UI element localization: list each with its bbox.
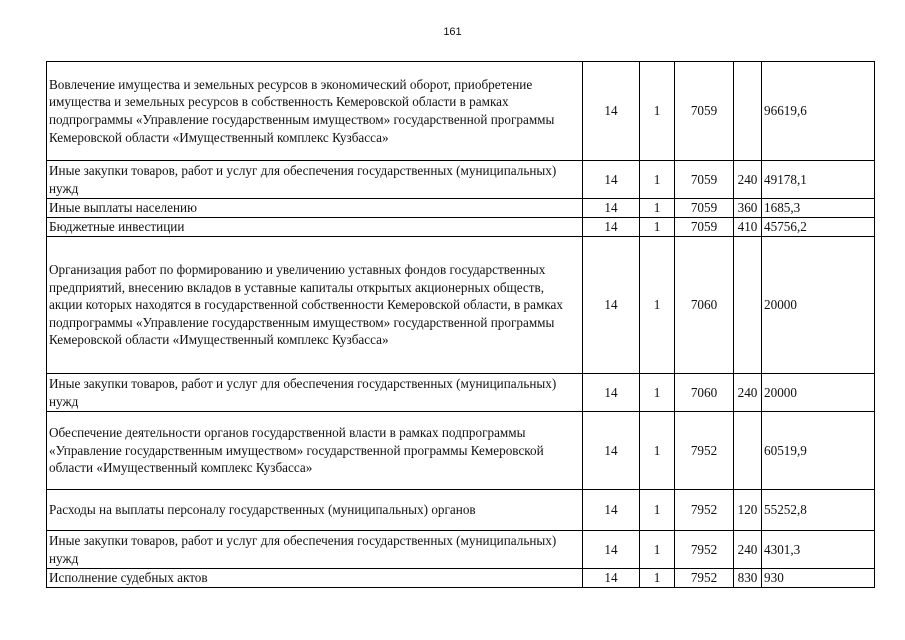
table-row bbox=[47, 218, 875, 237]
section-code: 14 bbox=[583, 490, 640, 531]
subsection-code: 1 bbox=[640, 569, 675, 588]
expense-type-code: 240 bbox=[734, 161, 762, 199]
target-code: 7059 bbox=[675, 161, 734, 199]
subsection-code: 1 bbox=[640, 374, 675, 412]
section-code: 14 bbox=[583, 569, 640, 588]
expense-type-code bbox=[734, 62, 762, 161]
table-row bbox=[47, 199, 875, 218]
row-description: Бюджетные инвестиции bbox=[47, 218, 583, 237]
section-code: 14 bbox=[583, 237, 640, 374]
amount: 45756,2 bbox=[762, 218, 875, 237]
target-code: 7059 bbox=[675, 218, 734, 237]
target-code: 7952 bbox=[675, 569, 734, 588]
table-row bbox=[47, 161, 875, 199]
expense-type-code: 410 bbox=[734, 218, 762, 237]
target-code: 7060 bbox=[675, 374, 734, 412]
table-row bbox=[47, 374, 875, 412]
expense-type-code: 120 bbox=[734, 490, 762, 531]
amount: 60519,9 bbox=[762, 412, 875, 490]
table-row bbox=[47, 237, 875, 374]
row-description: Иные закупки товаров, работ и услуг для обеспечения государственных (муниципальных) нужд bbox=[47, 531, 583, 569]
section-code: 14 bbox=[583, 199, 640, 218]
subsection-code: 1 bbox=[640, 199, 675, 218]
section-code: 14 bbox=[583, 412, 640, 490]
table-row bbox=[47, 569, 875, 588]
amount: 20000 bbox=[762, 374, 875, 412]
row-description: Исполнение судебных актов bbox=[47, 569, 583, 588]
row-description: Вовлечение имущества и земельных ресурсов в экономический оборот, приобретение имущества и земельных ресурсов в собственность Кемеровской области в рамках подпрограммы «Управление государственным имуществом» государственной программы Кемеровской области «Имущественный комплекс Кузбасса» bbox=[47, 62, 583, 161]
budget-table bbox=[46, 61, 875, 588]
row-description: Иные закупки товаров, работ и услуг для обеспечения государственных (муниципальных) нужд bbox=[47, 374, 583, 412]
page-number: 161 bbox=[443, 26, 462, 38]
table-row bbox=[47, 490, 875, 531]
expense-type-code bbox=[734, 412, 762, 490]
section-code: 14 bbox=[583, 218, 640, 237]
table-row bbox=[47, 412, 875, 490]
expense-type-code: 830 bbox=[734, 569, 762, 588]
subsection-code: 1 bbox=[640, 412, 675, 490]
amount: 49178,1 bbox=[762, 161, 875, 199]
expense-type-code: 360 bbox=[734, 199, 762, 218]
section-code: 14 bbox=[583, 62, 640, 161]
section-code: 14 bbox=[583, 531, 640, 569]
target-code: 7059 bbox=[675, 199, 734, 218]
row-description: Организация работ по формированию и увеличению уставных фондов государственных предприятий, внесению вкладов в уставные капиталы открытых акционерных обществ, акции которых находятся в государственной собственности Кемеровской области, в рамках подпрограммы «Управление государственным имуществом» государственной программы Кемеровской области «Имущественный комплекс Кузбасса» bbox=[47, 237, 583, 374]
amount: 55252,8 bbox=[762, 490, 875, 531]
table-row bbox=[47, 62, 875, 161]
subsection-code: 1 bbox=[640, 531, 675, 569]
subsection-code: 1 bbox=[640, 218, 675, 237]
row-description: Расходы на выплаты персоналу государственных (муниципальных) органов bbox=[47, 490, 583, 531]
subsection-code: 1 bbox=[640, 490, 675, 531]
subsection-code: 1 bbox=[640, 237, 675, 374]
row-description: Иные закупки товаров, работ и услуг для обеспечения государственных (муниципальных) нужд bbox=[47, 161, 583, 199]
subsection-code: 1 bbox=[640, 62, 675, 161]
section-code: 14 bbox=[583, 374, 640, 412]
table-row bbox=[47, 531, 875, 569]
amount: 20000 bbox=[762, 237, 875, 374]
expense-type-code bbox=[734, 237, 762, 374]
target-code: 7952 bbox=[675, 412, 734, 490]
amount: 96619,6 bbox=[762, 62, 875, 161]
target-code: 7952 bbox=[675, 490, 734, 531]
amount: 4301,3 bbox=[762, 531, 875, 569]
row-description: Обеспечение деятельности органов государственной власти в рамках подпрограммы «Управление государственным имуществом» государственной программы Кемеровской области «Имущественный комплекс Кузбасса» bbox=[47, 412, 583, 490]
amount: 930 bbox=[762, 569, 875, 588]
target-code: 7060 bbox=[675, 237, 734, 374]
row-description: Иные выплаты населению bbox=[47, 199, 583, 218]
amount: 1685,3 bbox=[762, 199, 875, 218]
section-code: 14 bbox=[583, 161, 640, 199]
target-code: 7059 bbox=[675, 62, 734, 161]
target-code: 7952 bbox=[675, 531, 734, 569]
expense-type-code: 240 bbox=[734, 531, 762, 569]
subsection-code: 1 bbox=[640, 161, 675, 199]
expense-type-code: 240 bbox=[734, 374, 762, 412]
